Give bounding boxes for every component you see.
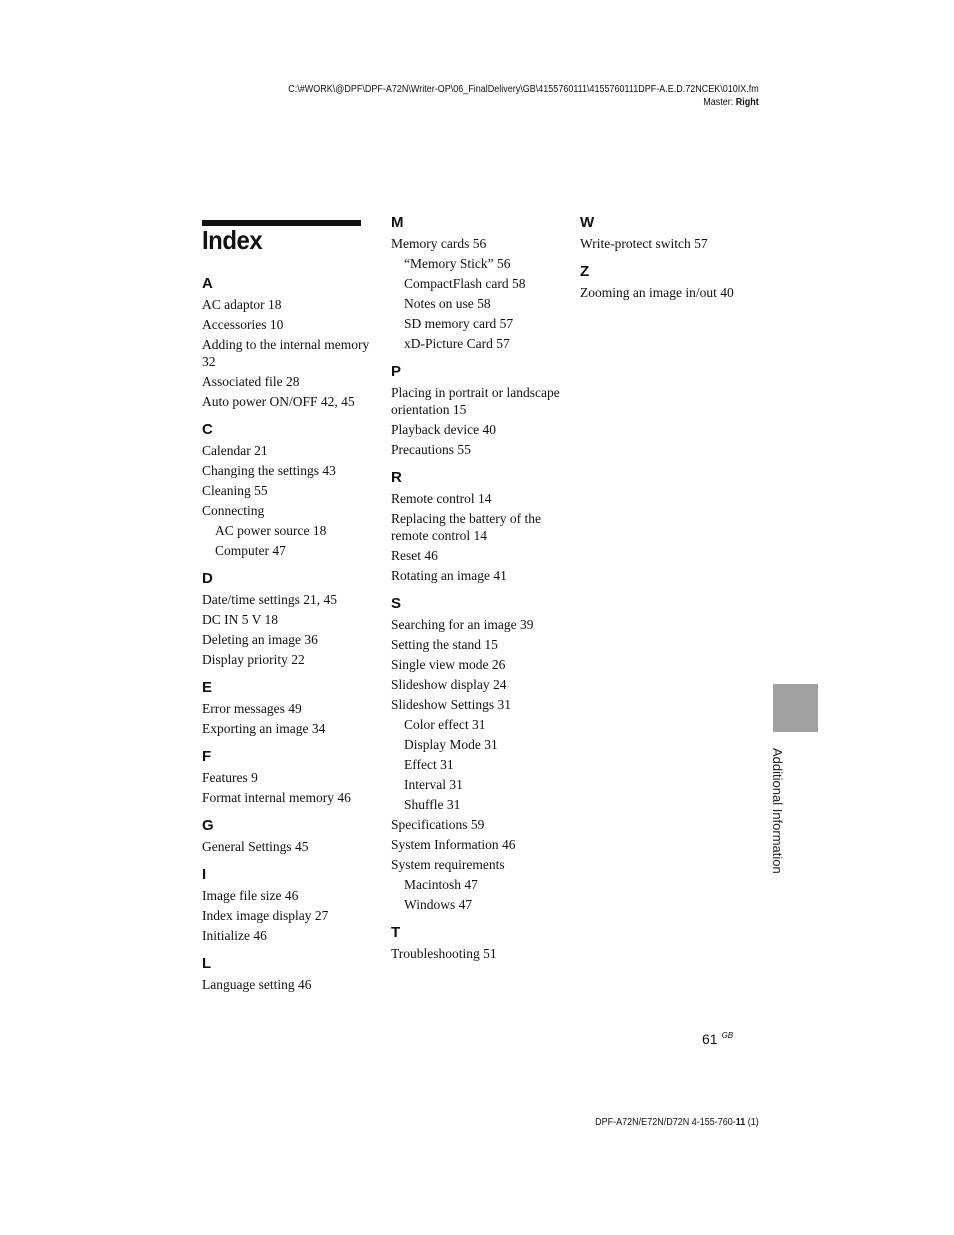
index-entry: Memory cards 56 xyxy=(391,236,487,251)
index-section-l xyxy=(202,955,382,993)
master-page-label: Master: Right xyxy=(703,97,759,108)
index-entry: Playback device 40 xyxy=(391,422,496,437)
index-subentry: CompactFlash card 58 xyxy=(404,276,526,291)
index-column-3 xyxy=(580,214,760,304)
index-letter-heading: W xyxy=(580,214,595,231)
index-entry: Cleaning 55 xyxy=(202,483,268,498)
index-entry: General Settings 45 xyxy=(202,839,309,854)
index-column-2 xyxy=(391,214,571,965)
index-section-f xyxy=(202,748,382,806)
file-path: C:\#WORK\@DPF\DPF-A72N\Writer-OP\06_FinalDelivery\GB\4155760111\4155760111DPF-A.E.D.72NCEK\010IX.fm xyxy=(288,84,759,95)
index-column-1 xyxy=(202,275,382,996)
index-section-z xyxy=(580,263,760,301)
index-letter-heading: P xyxy=(391,363,402,380)
index-entry: Error messages 49 xyxy=(202,701,302,716)
index-subentry: Interval 31 xyxy=(404,777,463,792)
index-entry: Replacing the battery of the remote control 14 xyxy=(391,511,541,543)
index-entry: AC adaptor 18 xyxy=(202,297,282,312)
index-subentry: Color effect 31 xyxy=(404,717,486,732)
index-entry: Display priority 22 xyxy=(202,652,305,667)
index-entry: System Information 46 xyxy=(391,837,516,852)
section-tab xyxy=(773,684,818,732)
index-entry: Calendar 21 xyxy=(202,443,268,458)
index-subentry: Notes on use 58 xyxy=(404,296,491,311)
index-subentry: “Memory Stick” 56 xyxy=(404,256,511,271)
index-section-e xyxy=(202,679,382,737)
index-entry: Deleting an image 36 xyxy=(202,632,318,647)
index-letter-heading: F xyxy=(202,748,212,765)
index-entry: Setting the stand 15 xyxy=(391,637,498,652)
index-letter-heading: G xyxy=(202,817,214,834)
index-entry: Rotating an image 41 xyxy=(391,568,507,583)
index-entry: Exporting an image 34 xyxy=(202,721,326,736)
index-entry: Troubleshooting 51 xyxy=(391,946,497,961)
index-letter-heading: T xyxy=(391,924,401,941)
index-entry: Write-protect switch 57 xyxy=(580,236,708,251)
model-footer: DPF-A72N/E72N/D72N 4-155-760-11 (1) xyxy=(595,1117,759,1128)
index-entry: Format internal memory 46 xyxy=(202,790,351,805)
index-section-a xyxy=(202,275,382,410)
index-section-r xyxy=(391,469,571,584)
index-letter-heading: I xyxy=(202,866,207,883)
index-letter-heading: D xyxy=(202,570,213,587)
index-letter-heading: Z xyxy=(580,263,590,280)
index-entry: Auto power ON/OFF 42, 45 xyxy=(202,394,355,409)
index-section-i xyxy=(202,866,382,944)
index-section-c xyxy=(202,421,382,559)
index-entry: Initialize 46 xyxy=(202,928,267,943)
index-letter-heading: C xyxy=(202,421,213,438)
index-entry: Precautions 55 xyxy=(391,442,471,457)
index-entry: Slideshow Settings 31 xyxy=(391,697,512,712)
index-entry: Index image display 27 xyxy=(202,908,329,923)
index-letter-heading: M xyxy=(391,214,404,231)
index-entry: Adding to the internal memory 32 xyxy=(202,337,370,369)
index-subentry: Effect 31 xyxy=(404,757,454,772)
index-section-g xyxy=(202,817,382,855)
file-path-header xyxy=(288,83,759,109)
page-region-code: GB xyxy=(721,1031,734,1041)
index-entry: Image file size 46 xyxy=(202,888,299,903)
index-entry: Associated file 28 xyxy=(202,374,300,389)
index-entry: Searching for an image 39 xyxy=(391,617,534,632)
index-subentry: Computer 47 xyxy=(215,543,286,558)
index-subentry: AC power source 18 xyxy=(215,523,327,538)
index-letter-heading: E xyxy=(202,679,213,696)
index-entry: Reset 46 xyxy=(391,548,438,563)
section-tab-label: Additional Information xyxy=(770,748,785,874)
index-entry: Changing the settings 43 xyxy=(202,463,336,478)
index-entry: Placing in portrait or landscape orientation 15 xyxy=(391,385,560,417)
index-entry: Single view mode 26 xyxy=(391,657,506,672)
index-subentry: xD-Picture Card 57 xyxy=(404,336,510,351)
index-subentry: Macintosh 47 xyxy=(404,877,478,892)
index-letter-heading: L xyxy=(202,955,212,972)
index-entry: Slideshow display 24 xyxy=(391,677,507,692)
master-page-value: Right xyxy=(736,97,759,108)
index-section-p xyxy=(391,363,571,458)
index-section-m xyxy=(391,214,571,352)
index-subentry: Display Mode 31 xyxy=(404,737,498,752)
index-subentry: SD memory card 57 xyxy=(404,316,514,331)
index-section-t xyxy=(391,924,571,962)
page-title: Index xyxy=(202,225,263,255)
index-letter-heading: R xyxy=(391,469,402,486)
index-subentry: Shuffle 31 xyxy=(404,797,461,812)
index-entry: Connecting xyxy=(202,503,265,518)
index-entry: Specifications 59 xyxy=(391,817,485,832)
index-entry: Features 9 xyxy=(202,770,258,785)
index-entry: Remote control 14 xyxy=(391,491,492,506)
page-number: 61 $^{GB}$ xyxy=(702,1031,734,1047)
index-section-d xyxy=(202,570,382,668)
index-entry: Date/time settings 21, 45 xyxy=(202,592,337,607)
index-subentry: Windows 47 xyxy=(404,897,473,912)
index-entry: Accessories 10 xyxy=(202,317,284,332)
index-section-s xyxy=(391,595,571,913)
index-section-w xyxy=(580,214,760,252)
index-entry: DC IN 5 V 18 xyxy=(202,612,279,627)
index-letter-heading: S xyxy=(391,595,402,612)
index-entry: Zooming an image in/out 40 xyxy=(580,285,734,300)
index-entry: System requirements xyxy=(391,857,505,872)
index-letter-heading: A xyxy=(202,275,213,292)
index-entry: Language setting 46 xyxy=(202,977,312,992)
